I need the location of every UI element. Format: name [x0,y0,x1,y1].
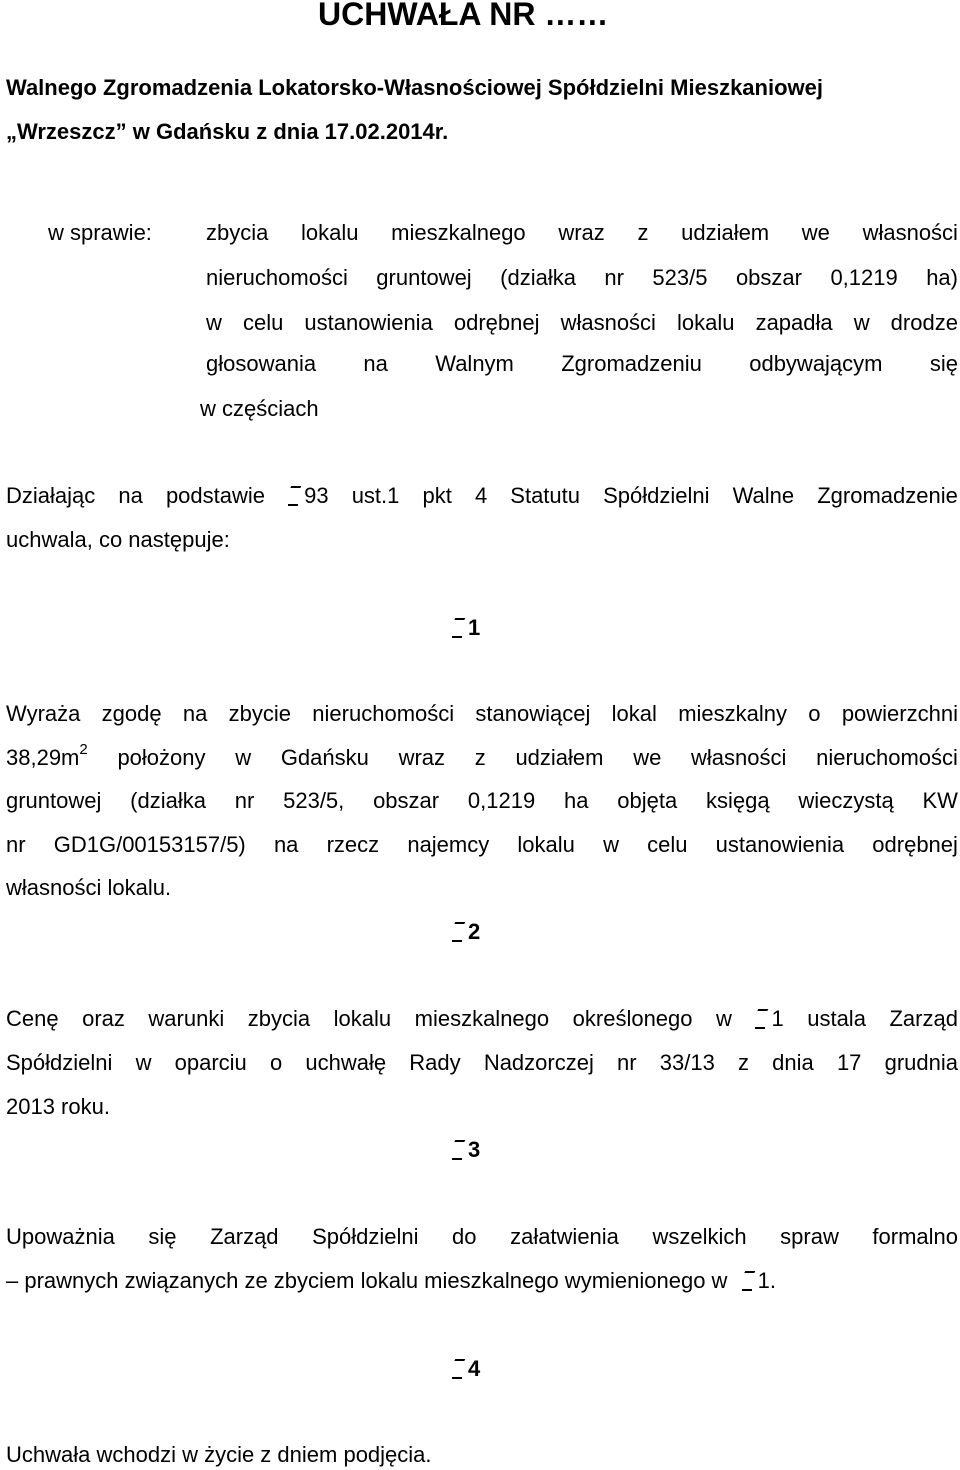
word-text: oparciu [174,1050,247,1075]
word-text: z [474,745,486,770]
section-sign-icon [452,1138,462,1160]
word [281,744,369,772]
word-text: 0,1219 [830,265,898,290]
word-text: KW [922,788,958,813]
word-text: Wyraża [6,701,81,726]
word [454,309,540,337]
word-text: lokal [611,701,657,726]
word [558,219,604,247]
word [435,350,514,378]
word [872,1223,958,1251]
word [885,1049,958,1077]
word [564,787,588,815]
word [6,700,80,728]
word-text: ha) [926,265,958,290]
word-text: dnia [772,1050,814,1075]
word [304,309,432,337]
word [678,700,787,728]
section-sign-icon [452,920,462,942]
word-text: celu [242,310,284,335]
section-4-line1: Uchwała wchodzi w życie z dniem podjęcia. [6,1442,432,1467]
word [376,264,471,292]
word [484,1049,594,1077]
word [681,219,769,247]
word-text: w [206,310,222,335]
word-text: zgodę [101,701,162,726]
word-text: 93 [304,483,329,508]
section-sign-icon [742,1269,752,1291]
word-text: 0,1219 [467,788,536,813]
word [210,1223,278,1251]
word [637,219,648,247]
word-text: Spółdzielni [312,1224,419,1249]
word [500,264,576,292]
document-subtitle-line1: Walnego Zgromadzenia Lokatorsko-Własnościowej Spółdzielni Mieszkaniowej [6,75,823,100]
section-2-line2 [6,1049,958,1077]
word [749,350,882,378]
word [6,787,101,815]
word-text: mieszkalny [678,701,787,726]
word [6,482,95,510]
word [312,1223,418,1251]
word-text: na [273,832,299,857]
word [422,482,451,510]
basis-line1 [6,482,958,510]
word-text: lokalu [301,220,359,245]
word [288,482,328,510]
word-text: zbycie [228,701,292,726]
word-text: 33/13 [659,1050,715,1075]
word [573,1005,693,1033]
word-text: Upoważnia [6,1224,115,1249]
word-text: odbywającym [749,351,883,376]
section-1-line4 [6,831,958,859]
word [183,700,207,728]
section-4-heading [452,1355,480,1383]
word-text: Zgromadzenie [817,483,958,508]
word-text: w [135,1050,152,1075]
word-text: w [853,310,870,335]
section-2-heading [452,918,480,946]
word-text: powierzchni [841,701,958,726]
word [660,1049,715,1077]
word-text: 38,29m [6,745,80,770]
subject-line2 [206,264,958,292]
word [407,831,489,859]
word [327,831,380,859]
word-text: Rady [409,1050,461,1075]
section-2-number: 2 [468,919,481,944]
word [617,787,677,815]
word [612,700,657,728]
word [468,787,535,815]
word [235,787,255,815]
word-text: ustanowienia [304,310,433,335]
word-text: do [452,1224,477,1249]
word [54,831,246,859]
word-text: objęta [617,788,678,813]
word-text: grudnia [884,1050,958,1075]
word-text: zbycia [247,1006,311,1031]
word-text: podstawie [165,483,266,508]
word [452,1223,476,1251]
section-sign-icon [452,616,462,638]
word [930,350,958,378]
word-text: ustala [807,1006,866,1031]
word-text: nieruchomości [312,701,455,726]
word-text: własności [691,745,787,770]
word-text: mieszkalnego [414,1006,550,1031]
word [808,700,820,728]
word-text: wraz [398,745,446,770]
word-text: określonego [572,1006,693,1031]
word [175,1049,247,1077]
word-text: najemcy [407,832,490,857]
word [82,1005,125,1033]
word-text: na [118,483,143,508]
word-text: obszar [735,265,802,290]
word [206,350,316,378]
word-text: 523/5, [283,788,345,813]
word-text: nr [604,265,624,290]
word-text: Cenę [6,1006,59,1031]
section-3-line1 [6,1223,958,1251]
section-1-line5: własności lokalu. [6,875,172,900]
word [677,309,734,337]
section-3-ref: 1. [757,1268,776,1293]
word [283,787,344,815]
word [301,219,358,247]
word [863,219,958,247]
section-1-line2 [6,741,958,772]
word-text: Walne [732,483,795,508]
document-title: UCHWAŁA NR …… [318,0,609,32]
word [510,482,580,510]
word [206,264,348,292]
word-text: 17 [836,1050,862,1075]
word [510,1223,619,1251]
word [274,831,298,859]
section-1-heading [452,614,480,642]
word [334,1005,391,1033]
section-sign-icon [288,484,298,506]
word-text: spraw [780,1224,839,1249]
word [691,744,786,772]
word-text: z [738,1050,749,1075]
word [716,831,844,859]
word-text: wszelkich [652,1224,747,1249]
section-sign-icon [452,1357,462,1379]
word [248,1005,310,1033]
word-text: się [929,351,958,376]
section-1-number: 1 [468,615,481,640]
word-text: Zgromadzeniu [561,351,702,376]
word [235,744,251,772]
section-1-line1 [6,700,958,728]
word [409,1049,460,1077]
word-text: własności [862,220,958,245]
word-text: wieczystą [798,788,894,813]
word [652,1223,746,1251]
word-text: o [808,701,821,726]
word [312,700,454,728]
word-text: uchwałę [305,1050,387,1075]
word [475,482,487,510]
word-text: warunki [148,1006,225,1031]
subject-line3 [206,309,958,337]
word-text: (działka [130,788,206,813]
word-text: GD1G/00153157/5) [53,832,246,857]
word-text: ustanowienia [715,832,845,857]
word-text: na [182,701,208,726]
word [837,1049,861,1077]
word [816,744,958,772]
section-3-line2 [6,1267,776,1295]
word [6,1005,59,1033]
word [229,700,291,728]
word-text: Spółdzielni [6,1050,113,1075]
word [891,309,958,337]
document-subtitle-line2: „Wrzeszcz” w Gdańsku z dnia 17.02.2014r. [6,119,449,144]
word-text: odrębnej [453,310,540,335]
word [926,264,958,292]
word [756,309,833,337]
word [652,264,707,292]
word-text: udziałem [515,745,604,770]
section-2-line1 [6,1005,958,1033]
word-text: (działka [500,265,576,290]
subject-label: w sprawie: [48,220,152,245]
word [561,309,656,337]
word [6,741,88,772]
word-text: nieruchomości [816,745,958,770]
word-text: się [148,1224,177,1249]
word-text: zbycia [206,220,269,245]
word [118,482,142,510]
word [117,744,205,772]
word [6,831,26,859]
word-text: Działając [6,483,96,508]
word-text: własności [560,310,656,335]
word-text: na [363,351,388,376]
word-text: Spółdzielni [603,483,710,508]
section-1-line3 [6,787,958,815]
section-4-number: 4 [468,1356,481,1381]
word [102,700,162,728]
word-text: ust.1 [351,483,400,508]
word-text: w [235,745,252,770]
word-text: księgą [705,788,770,813]
section-3-line2-text: – prawnych związanych ze zbyciem lokalu mieszkalnego wymienionego w [6,1268,728,1293]
word-text: Nadzorczej [483,1050,594,1075]
word [647,831,687,859]
subject-line4 [206,350,958,378]
word-text: gruntowej [6,788,102,813]
word [872,831,958,859]
word-text: formalno [872,1224,958,1249]
word [802,219,830,247]
word [603,831,619,859]
word [736,264,802,292]
word-text: zapadła [755,310,833,335]
word [475,700,590,728]
word [515,744,603,772]
word [352,482,400,510]
word [716,1005,732,1033]
word [305,1049,386,1077]
word [798,787,893,815]
word-text: ha [563,788,589,813]
word [517,831,574,859]
word [561,350,702,378]
word-text: wraz [558,220,605,245]
word [755,1005,783,1033]
word-text: w [716,1006,732,1031]
subject-line1 [206,219,958,247]
word [604,264,624,292]
word [243,309,283,337]
word-text: odrębnej [872,832,958,857]
word-text: 4 [474,483,488,508]
word [270,1049,282,1077]
word-text: nr [234,788,255,813]
word [633,744,661,772]
word-text: w [603,832,619,857]
word [842,700,958,728]
word-text: pkt [422,483,452,508]
word [830,264,897,292]
word [922,787,957,815]
basis-line2: uchwala, co następuje: [6,527,230,552]
word [130,787,206,815]
area-superscript: 2 [79,741,88,758]
word [136,1049,152,1077]
word-text: Zarząd [889,1006,958,1031]
word-text: z [637,220,649,245]
word-text: lokalu [677,310,735,335]
subject-line5: w częściach [200,396,319,421]
word-text: mieszkalnego [391,220,526,245]
word-text: Statutu [510,483,580,508]
word [617,1049,637,1077]
word-text: załatwienia [510,1224,619,1249]
word-text: oraz [82,1006,125,1031]
word-text: o [269,1050,283,1075]
word [166,482,265,510]
word [475,744,486,772]
word [206,219,268,247]
word-text: stanowiącej [475,701,591,726]
word [6,1223,115,1251]
section-3-heading [452,1136,480,1164]
word-text: drodze [890,310,958,335]
word [6,1049,112,1077]
word [733,482,795,510]
word-text: gruntowej [376,265,472,290]
word [415,1005,550,1033]
word [738,1049,749,1077]
word-text: we [801,220,830,245]
word-text: lokalu [517,832,575,857]
section-3-number: 3 [468,1137,481,1162]
word [148,1223,176,1251]
word-text: rzecz [326,832,380,857]
word [807,1005,866,1033]
word-text: Walnym [435,351,514,376]
word [148,1005,224,1033]
word-text: 523/5 [652,265,708,290]
word-text: 1 [771,1006,784,1031]
word [603,482,709,510]
word-text: lokalu [333,1006,392,1031]
word [772,1049,814,1077]
word [817,482,958,510]
word [373,787,439,815]
word-text: nr [617,1050,637,1075]
word-text: udziałem [681,220,770,245]
word-text: głosowania [206,351,317,376]
word [706,787,770,815]
word-text: celu [647,832,688,857]
word-text: położony [117,745,206,770]
word [854,309,870,337]
word [363,350,387,378]
word-text: obszar [373,788,440,813]
section-sign-icon [755,1007,765,1029]
word-text: nr [6,832,26,857]
word-text: Gdańsku [280,745,369,770]
word [399,744,445,772]
word [889,1005,957,1033]
word [391,219,526,247]
word [780,1223,839,1251]
word-text: we [633,745,662,770]
word [206,309,222,337]
section-2-line3: 2013 roku. [6,1094,110,1119]
word-text: nieruchomości [206,265,348,290]
word-text: Zarząd [210,1224,279,1249]
